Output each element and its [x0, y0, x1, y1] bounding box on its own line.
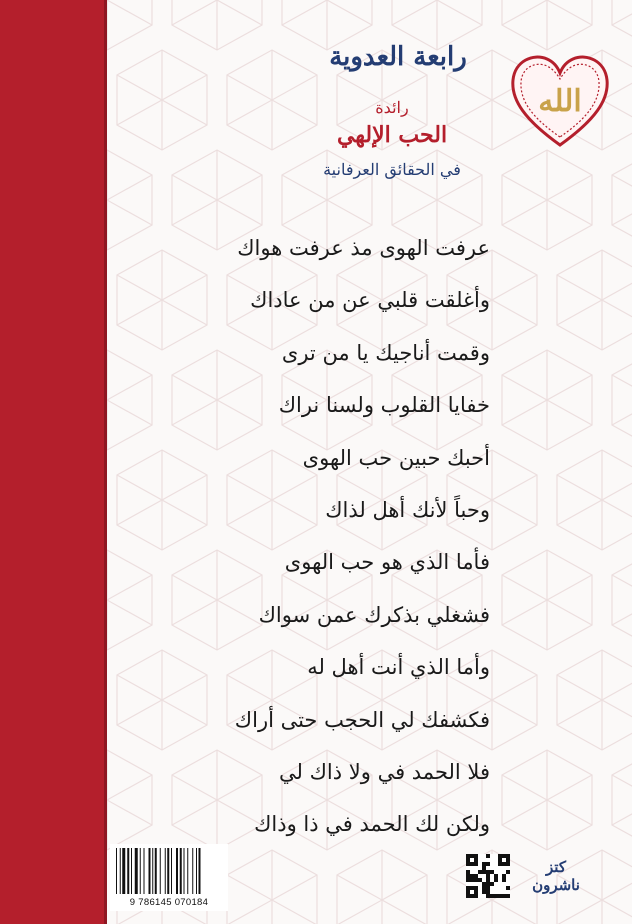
heart-calligraphy-icon [505, 45, 615, 155]
poem-verse: وحباً لأنك أهل لذاك [325, 497, 490, 522]
poem-verse: فكشفك لي الحجب حتى أراك [234, 707, 490, 732]
barcode-bars [114, 848, 224, 896]
subtitle-mystical-truths: في الحقائق العرفانية [323, 160, 461, 179]
poem-verse: فأما الذي هو حب الهوى [284, 550, 490, 575]
poem-verse: وقمت أناجيك يا من ترى [281, 340, 490, 365]
book-title: رابعة العدوية [329, 42, 467, 72]
poem-verse: وأغلقت قلبي عن من عاداك [250, 288, 490, 313]
qr-code-icon [466, 854, 510, 898]
subtitle-divine-love: الحب الإلهي [336, 122, 448, 148]
poem-verse: فشغلي بذكرك عمن سواك [258, 602, 490, 627]
barcode [110, 844, 228, 911]
red-spine-band [0, 0, 104, 924]
poem-verse: ولكن لك الحمد في ذا وذاك [254, 812, 490, 837]
poem [150, 222, 490, 851]
poem-verse: أحبك حبين حب الهوى [302, 445, 490, 470]
poem-verse: فلا الحمد في ولا ذاك لي [279, 759, 490, 784]
isbn-number: 9 786145 070184 [129, 897, 209, 908]
poem-verse: وأما الذي أنت أهل له [307, 655, 490, 680]
poem-verse: عرفت الهوى مذ عرفت هواك [237, 236, 490, 260]
subtitle-leader: رائدة [375, 98, 409, 117]
heart-calligraphy-text: الله [538, 84, 582, 119]
poem-verse: خفايا القلوب ولسنا نراك [278, 393, 490, 418]
publisher-logo: كتز ناشرون [532, 858, 580, 894]
